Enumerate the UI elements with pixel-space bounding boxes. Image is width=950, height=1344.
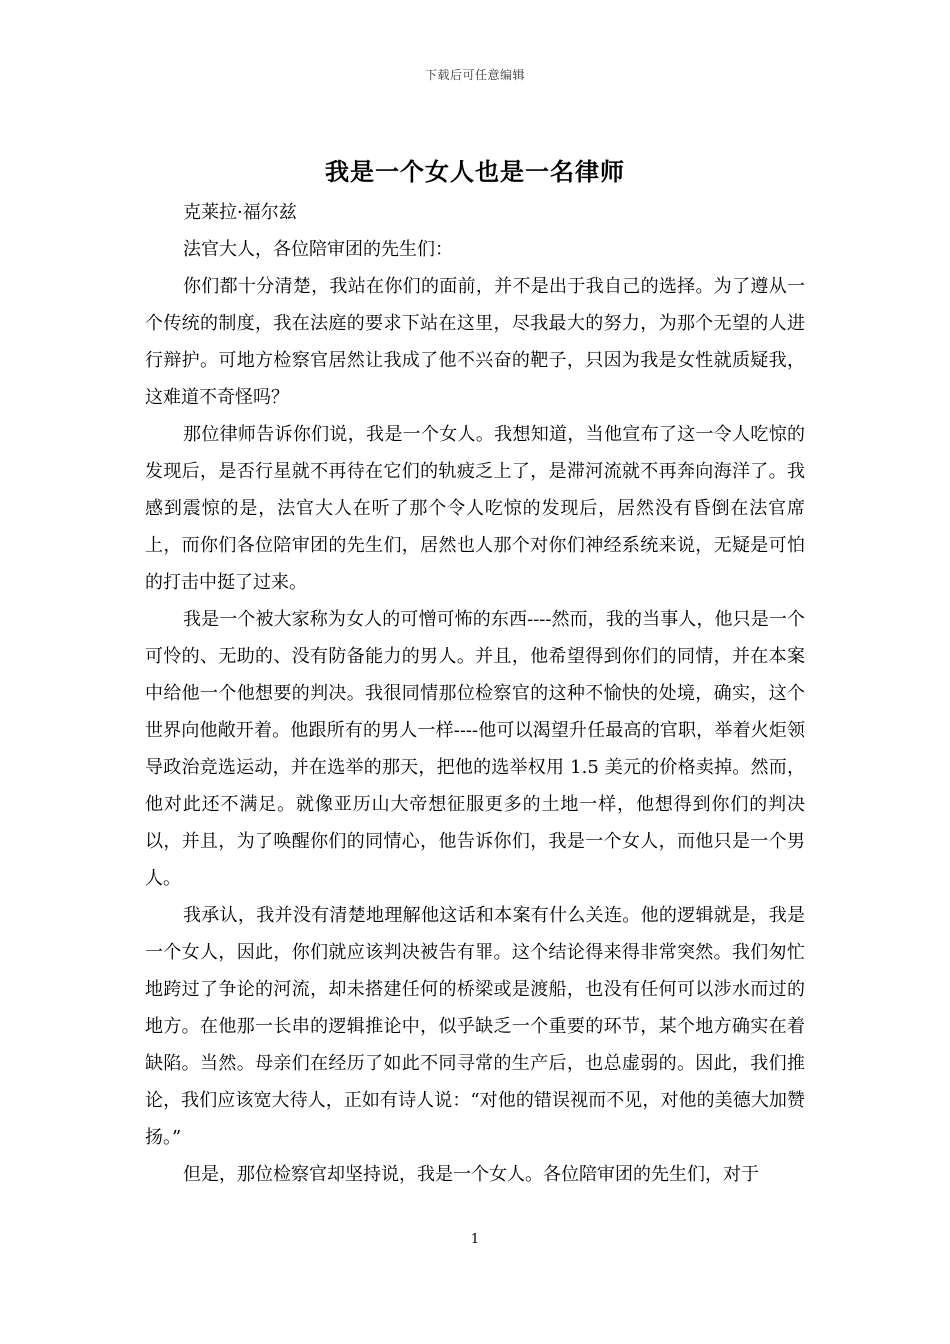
body-paragraph-4: 我承认，我并没有清楚地理解他这话和本案有什么关连。他的逻辑就是，我是一个女人，因此，你们就应该判决被告有罪。这个结论得来得非常突然。我们匆忙地跨过了争论的河流，却未搭建任何的桥梁或是渡船，也没有任何可以涉水而过的地方。在他那一长串的逻辑推论中，似乎缺乏一个重要的环节，某个地方确实在着缺陷。当然。母亲们在经历了如此不同寻常的生产后，也总虚弱的。因此，我们推论，我们应该宽大待人，正如有诗人说：“对他的错误视而不见，对他的美德大加赞扬。” xyxy=(145,905,805,1148)
author-line: 克莱拉·福尔兹 xyxy=(183,202,297,223)
document-body xyxy=(145,194,805,1193)
header-note: 下载后可任意编辑 xyxy=(424,68,525,82)
body-paragraph-1: 你们都十分清楚，我站在你们的面前，并不是出于我自己的选择。为了遵从一个传统的制度，我在法庭的要求下站在这里，尽我最大的努力，为那个无望的人进行辩护。可地方检察官居然让我成了他不兴奋的靶子，只因为我是女性就质疑我，这难道不奇怪吗？ xyxy=(145,276,805,408)
body-paragraph-2: 那位律师告诉你们说，我是一个女人。我想知道，当他宣布了这一令人吃惊的发现后，是否行星就不再待在它们的轨疲乏上了，是滞河流就不再奔向海洋了。我感到震惊的是，法官大人在听了那个令人吃惊的发现后，居然没有昏倒在法官席上，而你们各位陪审团的先生们，居然也人那个对你们神经系统来说，无疑是可怕的打击中挺了过来。 xyxy=(145,424,805,593)
salutation-line: 法官大人，各位陪审团的先生们： xyxy=(183,239,453,260)
document-title: 我是一个女人也是一名律师 xyxy=(325,157,625,186)
page-number: 1 xyxy=(470,1232,480,1247)
body-paragraph-3: 我是一个被大家称为女人的可憎可怖的东西----然而，我的当事人，他只是一个可怜的、无助的、没有防备能力的男人。并且，他希望得到你们的同情，并在本案中给他一个他想要的判决。我很同情那位检察官的这种不愉快的处境，确实，这个世界向他敞开着。他跟所有的男人一样----他可以渴望升任最高的官职，举着火炬领导政治竞选运动，并在选举的那天，把他的选举权用 1.5 美元的价格卖掉。然而，他对此还不满足。就像亚历山大帝想征服更多的土地一样，他想得到你们的判决以，并且，为了唤醒你们的同情心，他告诉你们，我是一个女人，而他只是一个男人。 xyxy=(145,609,805,889)
body-paragraph-5: 但是，那位检察官却坚持说，我是一个女人。各位陪审团的先生们，对于 xyxy=(183,1164,759,1185)
